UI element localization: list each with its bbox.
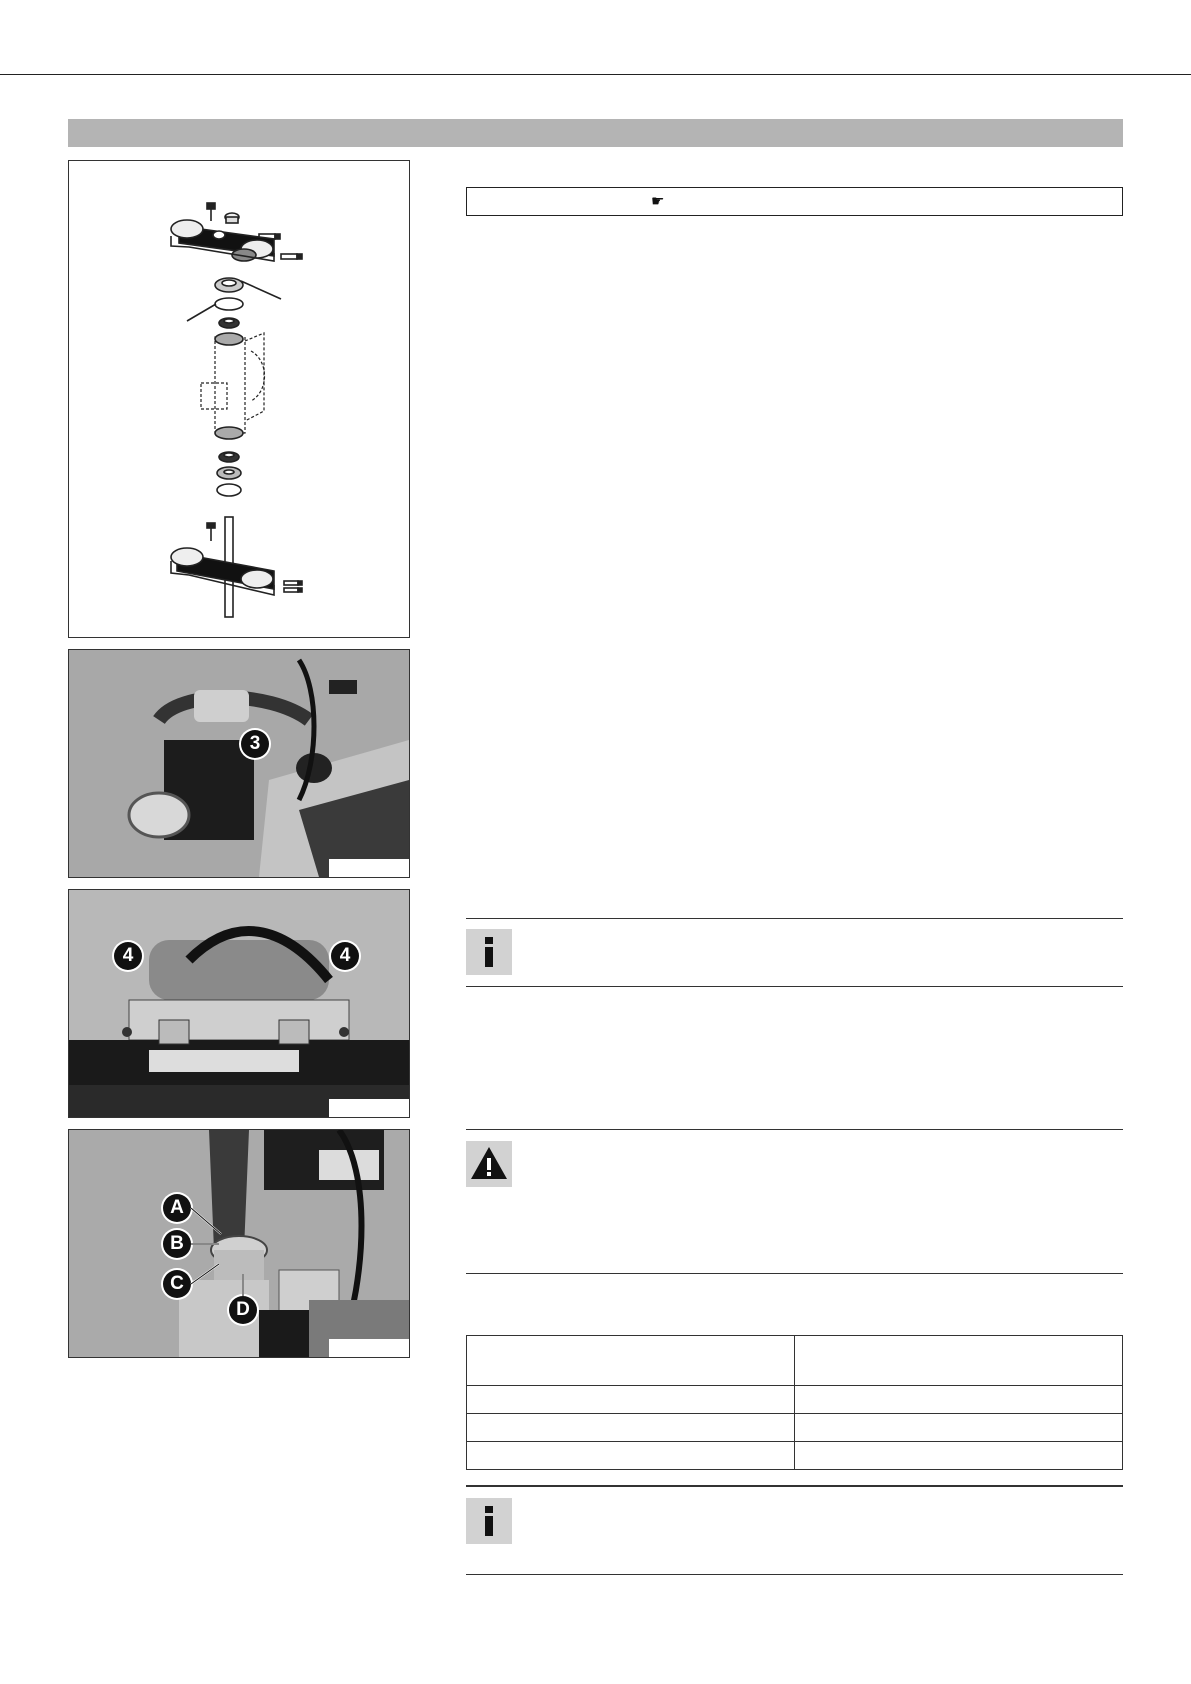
note-1-bottom-rule: [466, 986, 1123, 987]
pointing-hand-icon: ☛: [651, 192, 665, 210]
figure-code-2: [329, 1099, 409, 1117]
warning-icon: [466, 1141, 512, 1187]
table-cell: [795, 1386, 1123, 1414]
photo-steering-top-clamp: [69, 650, 409, 877]
table-row: [467, 1386, 1123, 1414]
section-title-bar: [68, 119, 1123, 147]
table-row: [467, 1414, 1123, 1442]
note-1-top-rule: [466, 918, 1123, 919]
table-cell: [467, 1414, 795, 1442]
table-cell: [467, 1386, 795, 1414]
info-icon: [466, 929, 512, 975]
callout-4-left: 4: [114, 942, 142, 970]
photo-figure-1: [68, 649, 410, 878]
prerequisite-box: [466, 187, 1123, 216]
header-rule: [0, 74, 1191, 75]
note-2-top-rule: [466, 1485, 1123, 1487]
photo-handlebar-clamp: [69, 890, 409, 1117]
specification-table: [466, 1335, 1123, 1470]
callout-4-right: 4: [331, 942, 359, 970]
callout-D: D: [229, 1296, 257, 1324]
table-cell: [795, 1442, 1123, 1470]
table-cell: [795, 1414, 1123, 1442]
info-icon: [466, 1498, 512, 1544]
photo-figure-3: [68, 1129, 410, 1358]
table-row: [467, 1336, 1123, 1386]
figure-code-1: [329, 859, 409, 877]
note-2-bottom-rule: [466, 1574, 1123, 1575]
table-cell: [795, 1336, 1123, 1386]
table-row: [467, 1442, 1123, 1470]
table-cell: [467, 1442, 795, 1470]
photo-figure-2: [68, 889, 410, 1118]
callout-3: 3: [241, 730, 269, 758]
callout-leader-lines: [69, 1130, 409, 1357]
steering-head-exploded-drawing: [69, 161, 409, 637]
figure-code-3: [329, 1339, 409, 1357]
callout-B: B: [163, 1230, 191, 1258]
exploded-view-figure: [68, 160, 410, 638]
table-cell: [467, 1336, 795, 1386]
warning-top-rule: [466, 1129, 1123, 1130]
warning-bottom-rule: [466, 1273, 1123, 1274]
callout-C: C: [163, 1270, 191, 1298]
callout-A: A: [163, 1194, 191, 1222]
